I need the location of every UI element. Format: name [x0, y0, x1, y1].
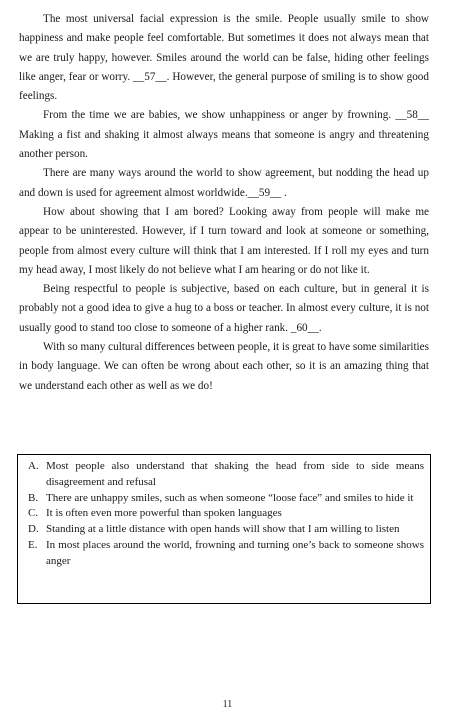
- option-letter: D.: [28, 523, 39, 536]
- paragraph: From the time we are babies, we show unhappiness or anger by frowning. __58__ Making a fist and shaking it almost always means that someone is angry and threatening another person.: [19, 109, 429, 161]
- page-number: 11: [222, 699, 233, 710]
- option-text: Standing at a little distance with open hands will show that I am willing to listen: [46, 523, 400, 536]
- paragraph: There are many ways around the world to show agreement, but nodding the head up and down is used for agreement almost worldwide.__59__ .: [19, 167, 429, 199]
- option-letter: B.: [28, 491, 39, 504]
- option-text: In most places around the world, frowning and turning one’s back to someone shows anger: [46, 538, 424, 567]
- option-a: [24, 459, 424, 491]
- option-letter: A.: [28, 460, 39, 472]
- option-text: There are unhappy smiles, such as when someone “loose face” and smiles to hide it: [46, 491, 414, 504]
- option-text: It is often even more powerful than spoken languages: [46, 507, 282, 520]
- option-c: [24, 506, 424, 522]
- option-e: [24, 538, 424, 570]
- paragraph: With so many cultural differences between people, it is great to have some similarities in body language. We can often be wrong about each other, so it is an amazing thing that we understand each other as well as we do!: [19, 341, 429, 392]
- option-letter: C.: [28, 507, 39, 520]
- paragraph: How about showing that I am bored? Looking away from people will make me appear to be uninterested. However, if I turn toward and look at someone or something, people from almost every culture will think that I am interested. If I roll my eyes and turn my head away, I most likely do not believe what I am hearing or do not like it.: [19, 205, 429, 276]
- answer-options-box: [17, 454, 431, 604]
- option-text: Most people also understand that shaking the head from side to side means disagreement and refusal: [46, 460, 424, 488]
- option-letter: E.: [28, 538, 38, 551]
- option-d: [24, 522, 424, 538]
- reading-passage: [19, 10, 429, 396]
- option-b: [24, 491, 424, 507]
- paragraph: Being respectful to people is subjective, based on each culture, but in general it is probably not a good idea to give a hug to a boss or teacher. In almost every culture, it is not usually good to stand too close to someone of a higher rank. _60__.: [19, 283, 429, 334]
- paragraph: The most universal facial expression is the smile. People usually smile to show happiness and make people feel comfortable. But sometimes it does not always mean that we are truly happy, however. Smiles around the world can be false, hiding other feelings like anger, fear or worry. __57__. However, the general purpose of smiling is to show good feelings.: [19, 13, 429, 103]
